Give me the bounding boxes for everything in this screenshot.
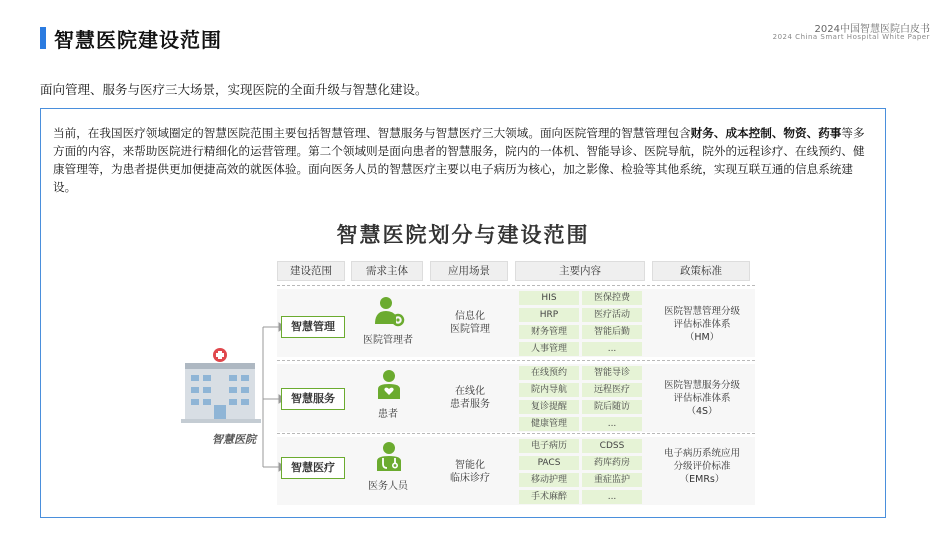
content-tag: HRP xyxy=(519,308,579,322)
content-tag: ... xyxy=(582,417,642,431)
scope-smart-service: 智慧服务 xyxy=(281,388,345,410)
policy-emrs-line2: 分级评价标准 xyxy=(673,461,731,472)
column-header-scene: 应用场景 xyxy=(430,261,508,281)
scope-smart-management: 智慧管理 xyxy=(281,316,345,338)
paragraph-text-1: 当前，在我国医疗领域圈定的智慧医院范围主要包括智慧管理、智慧服务与智慧医疗三大领域。面向医院管理的智慧管理包含 xyxy=(53,126,691,140)
content-tag: 健康管理 xyxy=(519,417,579,431)
subject-patient: 患者 xyxy=(378,409,398,420)
content-tag: 重症监护 xyxy=(582,473,642,487)
scene-management-line2: 医院管理 xyxy=(450,324,490,335)
content-tag: PACS xyxy=(519,456,579,470)
diagram-title: 智慧医院划分与建设范围 xyxy=(336,223,590,247)
column-header-policy: 政策标准 xyxy=(652,261,750,281)
policy-emrs-line1: 电子病历系统应用 xyxy=(663,448,740,459)
content-tag: 药库药房 xyxy=(582,456,642,470)
subject-medical-staff: 医务人员 xyxy=(368,481,408,492)
policy-emrs-line3: （EMRs） xyxy=(679,474,725,485)
content-tag: 财务管理 xyxy=(519,325,579,339)
column-header-subject: 需求主体 xyxy=(351,261,423,281)
content-tag: 移动护理 xyxy=(519,473,579,487)
content-tag: 人事管理 xyxy=(519,342,579,356)
column-header-content: 主要内容 xyxy=(515,261,645,281)
content-tag: HIS xyxy=(519,291,579,305)
row-separator xyxy=(277,360,755,361)
content-tag: 医保控费 xyxy=(582,291,642,305)
policy-4s-line3: （4S） xyxy=(686,406,718,417)
row-separator xyxy=(277,433,755,434)
content-tag: 智能导诊 xyxy=(582,366,642,380)
content-tag: 在线预约 xyxy=(519,366,579,380)
content-tag: ... xyxy=(582,342,642,356)
page-title: 智慧医院建设范围 xyxy=(54,28,222,52)
policy-hm-line1: 医院智慧管理分级 xyxy=(663,306,740,317)
scene-management-line1: 信息化 xyxy=(455,311,485,322)
content-tag: ... xyxy=(582,490,642,504)
scene-service-line1: 在线化 xyxy=(455,386,485,397)
hospital-label: 智慧医院 xyxy=(212,433,256,446)
content-tag: 复诊提醒 xyxy=(519,400,579,414)
content-tag: CDSS xyxy=(582,439,642,453)
content-tag: 院内导航 xyxy=(519,383,579,397)
scope-smart-medical: 智慧医疗 xyxy=(281,457,345,479)
content-tag: 院后随访 xyxy=(582,400,642,414)
policy-hm-line3: （HM） xyxy=(684,332,720,343)
content-tag: 远程医疗 xyxy=(582,383,642,397)
title-accent-bar xyxy=(40,27,46,49)
content-tag: 电子病历 xyxy=(519,439,579,453)
hospital-building-icon xyxy=(181,349,261,425)
report-name-cn: 2024中国智慧医院白皮书 xyxy=(814,24,930,35)
policy-4s-line2: 评估标准体系 xyxy=(673,393,731,404)
paragraph-text-2: 等多方面的内容，来帮助医院进行精细化的运营管理。第二个领域则是面向患者的智慧服务，院内的一体机、智能导诊、医院导航，院外的远程诊疗、在线预约、健康管理等，为患者提供更加便捷高效的就医体验。面向医务人员的智慧医疗主要以电子病历为核心，加之影像、检验等其他系统，实现互联互通的信息系统建设。 xyxy=(53,126,865,194)
policy-hm-line2: 评估标准体系 xyxy=(673,319,731,330)
row-separator xyxy=(277,285,755,286)
content-tag: 智能后勤 xyxy=(582,325,642,339)
scene-medical-line2: 临床诊疗 xyxy=(450,473,490,484)
subject-hospital-manager: 医院管理者 xyxy=(363,335,413,346)
content-box xyxy=(40,108,886,518)
content-tag: 手术麻醉 xyxy=(519,490,579,504)
scene-medical-line1: 智能化 xyxy=(455,460,485,471)
medical-staff-icon xyxy=(373,441,405,473)
manager-icon xyxy=(373,296,405,328)
scene-service-line2: 患者服务 xyxy=(450,399,490,410)
column-header-scope: 建设范围 xyxy=(277,261,345,281)
patient-icon xyxy=(373,369,405,401)
report-name-en: 2024 China Smart Hospital White Paper xyxy=(772,33,930,41)
content-tag: 医疗活动 xyxy=(582,308,642,322)
paragraph-bold-text: 财务、成本控制、物资、药事 xyxy=(690,126,842,140)
policy-4s-line1: 医院智慧服务分级 xyxy=(663,380,740,391)
section-subtitle: 面向管理、服务与医疗三大场景，实现医院的全面升级与智慧化建设。 xyxy=(40,82,428,97)
intro-paragraph xyxy=(53,124,871,196)
